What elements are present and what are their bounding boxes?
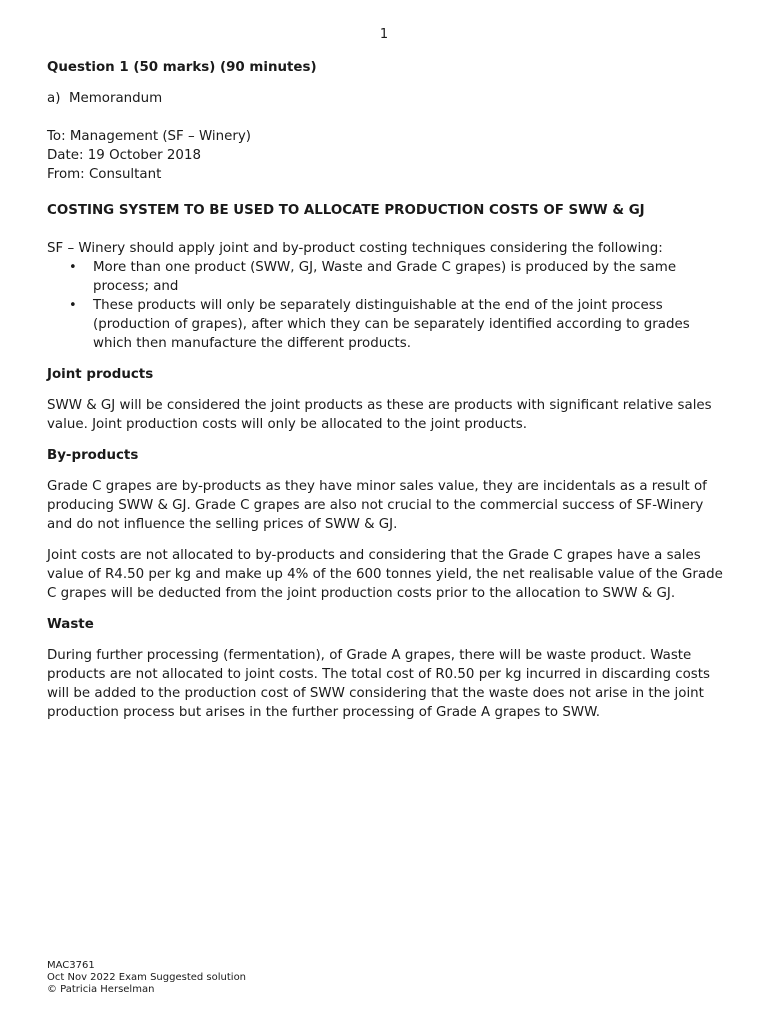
by-products-text-1: Grade C grapes are by-products as they have minor sales value, they are incidentals as a result of producing SWW & GJ. Grade C grapes are also not crucial to the commercial success of SF-Winery and do not influence the selling prices of SWW & GJ.: [47, 479, 707, 532]
memo-subject: COSTING SYSTEM TO BE USED TO ALLOCATE PRODUCTION COSTS OF SWW & GJ: [47, 203, 645, 218]
joint-products-heading: Joint products: [47, 367, 154, 382]
list-item: • These products will only be separately distinguishable at the end of the joint process (production of grapes), after which they can be separately identified according to grades which then manufacture the different products.: [47, 296, 727, 353]
memo-date: Date: 19 October 2018: [47, 148, 201, 163]
waste-text: During further processing (fermentation), of Grade A grapes, there will be waste product. Waste products are not allocated to joint costs. The total cost of R0.50 per kg incurred in discarding costs will be added to the production cost of SWW considering that the waste does not arise in the joint production process but arises in the further processing of Grade A grapes to SWW.: [47, 648, 710, 720]
document-body: [47, 58, 727, 722]
footer-code: MAC3761: [47, 960, 95, 971]
by-products-heading: By-products: [47, 448, 139, 463]
page-number: 1: [379, 27, 389, 42]
by-products-text-2: Joint costs are not allocated to by-products and considering that the Grade C grapes have a sales value of R4.50 per kg and make up 4% of the 600 tonnes yield, the net realisable value of the Grade C grapes will be deducted from the joint production costs prior to the allocation to SWW & GJ.: [47, 548, 723, 601]
footer-copyright: © Patricia Herselman: [47, 984, 155, 995]
memo-label: a) Memorandum: [47, 91, 163, 106]
memo-to: To: Management (SF – Winery): [47, 129, 252, 144]
page-footer: [47, 960, 246, 996]
intro-paragraph: SF – Winery should apply joint and by-product costing techniques considering the following:: [47, 241, 663, 256]
question-heading: Question 1 (50 marks) (90 minutes): [47, 60, 317, 75]
joint-products-text: SWW & GJ will be considered the joint products as these are products with significant relative sales value. Joint production costs will only be allocated to the joint products.: [47, 398, 712, 432]
list-item: • More than one product (SWW, GJ, Waste and Grade C grapes) is produced by the same process; and: [47, 258, 727, 296]
memo-header: [47, 127, 727, 184]
waste-heading: Waste: [47, 617, 94, 632]
conditions-list: [47, 258, 727, 353]
memo-from: From: Consultant: [47, 167, 162, 182]
footer-exam: Oct Nov 2022 Exam Suggested solution: [47, 972, 247, 983]
